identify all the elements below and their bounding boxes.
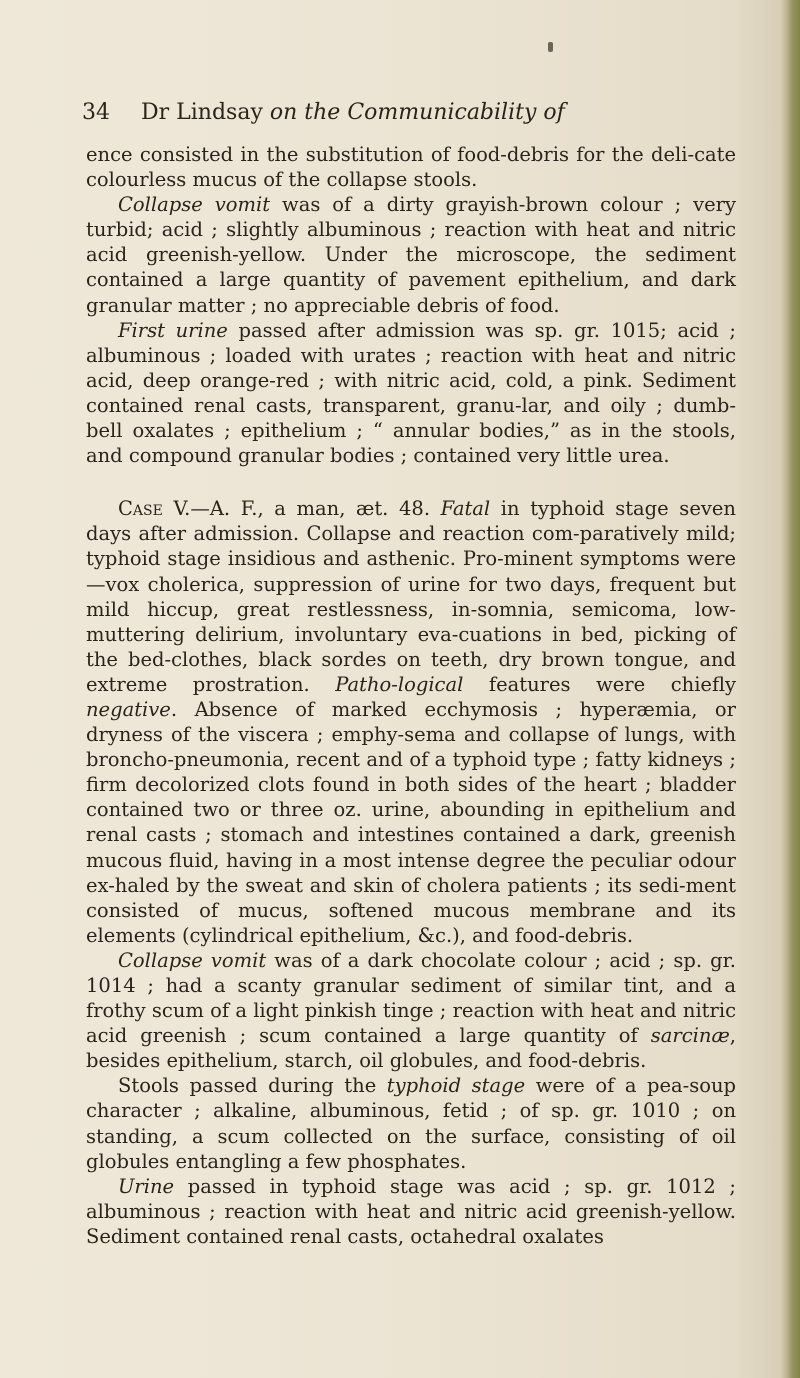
italic-term: Fatal xyxy=(440,497,491,521)
paragraph xyxy=(86,1174,736,1249)
text-run: passed after admission was sp. gr. 1015; acid ; albuminous ; loaded with urates ; reaction with heat and nitric acid, deep orange-red ; with nitric acid, cold, a pink. Sediment contained renal casts, transparent, granu-lar, and oily ; dumb-bell oxalates ; epithelium ; “ annular bodies,” as in the stools, and compound granular bodies ; contained very little urea. xyxy=(86,318,736,468)
text-run: passed in typhoid stage was acid ; sp. gr. 1012 ; albuminous ; reaction with heat and nitric acid greenish-yellow. Sediment contained renal casts, octahedral oxalates xyxy=(86,1174,736,1248)
page-edge-shadow xyxy=(780,0,800,1378)
text-run: in typhoid stage seven days after admission. Collapse and reaction com-paratively mild; typhoid stage insidious and asthenic. Pro-minent symptoms were—vox cholerica, suppression of urine for two days, frequent but mild hiccup, great restlessness, in-somnia, semicoma, low-muttering delirium, involuntary eva-cuations in bed, picking of the bed-clothes, black sordes on teeth, dry brown tongue, and extreme prostration. xyxy=(86,497,736,696)
paragraph xyxy=(86,142,736,192)
text-run: was of a dirty grayish-brown colour ; very turbid; acid ; slightly albuminous ; reaction with heat and nitric acid greenish-yellow. Under the microscope, the sediment contained a large quantity of pavement epithelium, and dark granular matter ; no appreciable debris of food. xyxy=(86,193,736,317)
italic-term: Collapse vomit xyxy=(118,193,271,217)
paragraph xyxy=(86,192,736,317)
running-header xyxy=(82,96,742,130)
ink-speck xyxy=(548,42,553,52)
case-paragraph xyxy=(86,496,736,948)
italic-term: First urine xyxy=(118,318,228,342)
header-title: on the Communicability of xyxy=(269,100,565,125)
text-run: ence consisted in the substitution of food-debris for the deli-cate colourless mucus of the collapse stools. xyxy=(86,143,736,192)
case-heading: Case V. xyxy=(118,497,191,521)
text-run: features were chiefly xyxy=(463,672,736,696)
italic-term: sarcinæ xyxy=(650,1024,730,1048)
text-run: were of a pea-soup character ; alkaline, albuminous, fetid ; of sp. gr. 1010 ; on standing, a scum collected on the surface, consisting of oil globules entangling a few phosphates. xyxy=(86,1074,737,1173)
text-run: —A. F., a man, æt. 48. xyxy=(190,497,441,521)
text-run: , besides epithelium, starch, oil globules, and food-debris. xyxy=(86,1024,736,1073)
page-number: 34 xyxy=(82,100,110,125)
body-text xyxy=(86,142,736,1249)
text-run: was of a dark chocolate colour ; acid ; sp. gr. 1014 ; had a scanty granular sediment of similar tint, and a frothy scum of a light pinkish tinge ; reaction with heat and nitric acid greenish ; scum contained a large quantity of xyxy=(86,948,736,1048)
italic-term: Patho-logical xyxy=(335,672,464,696)
header-author: Dr Lindsay xyxy=(141,100,263,125)
italic-term: negative xyxy=(86,697,171,721)
paragraph xyxy=(86,1073,736,1173)
paragraph xyxy=(86,948,736,1073)
italic-term: typhoid stage xyxy=(386,1074,526,1098)
paragraph xyxy=(86,318,736,469)
section-gap xyxy=(86,468,736,496)
italic-term: Collapse vomit xyxy=(118,948,267,972)
text-run: . Absence of marked ecchymosis ; hyperæmia, or dryness of the viscera ; emphy-sema and collapse of lungs, with broncho-pneumonia, recent and of a typhoid type ; fatty kidneys ; firm decolorized clots found in both sides of the heart ; bladder contained two or three oz. urine, abounding in epithelium and renal casts ; stomach and intestines contained a dark, greenish mucous fluid, having in a most intense degree the peculiar odour ex-haled by the sweat and skin of cholera patients ; its sedi-ment consisted of mucus, softened mucous membrane and its elements (cylindrical epithelium, &c.), and food-debris. xyxy=(86,697,736,947)
text-run: Stools passed during the xyxy=(118,1074,387,1098)
italic-term: Urine xyxy=(118,1174,175,1198)
